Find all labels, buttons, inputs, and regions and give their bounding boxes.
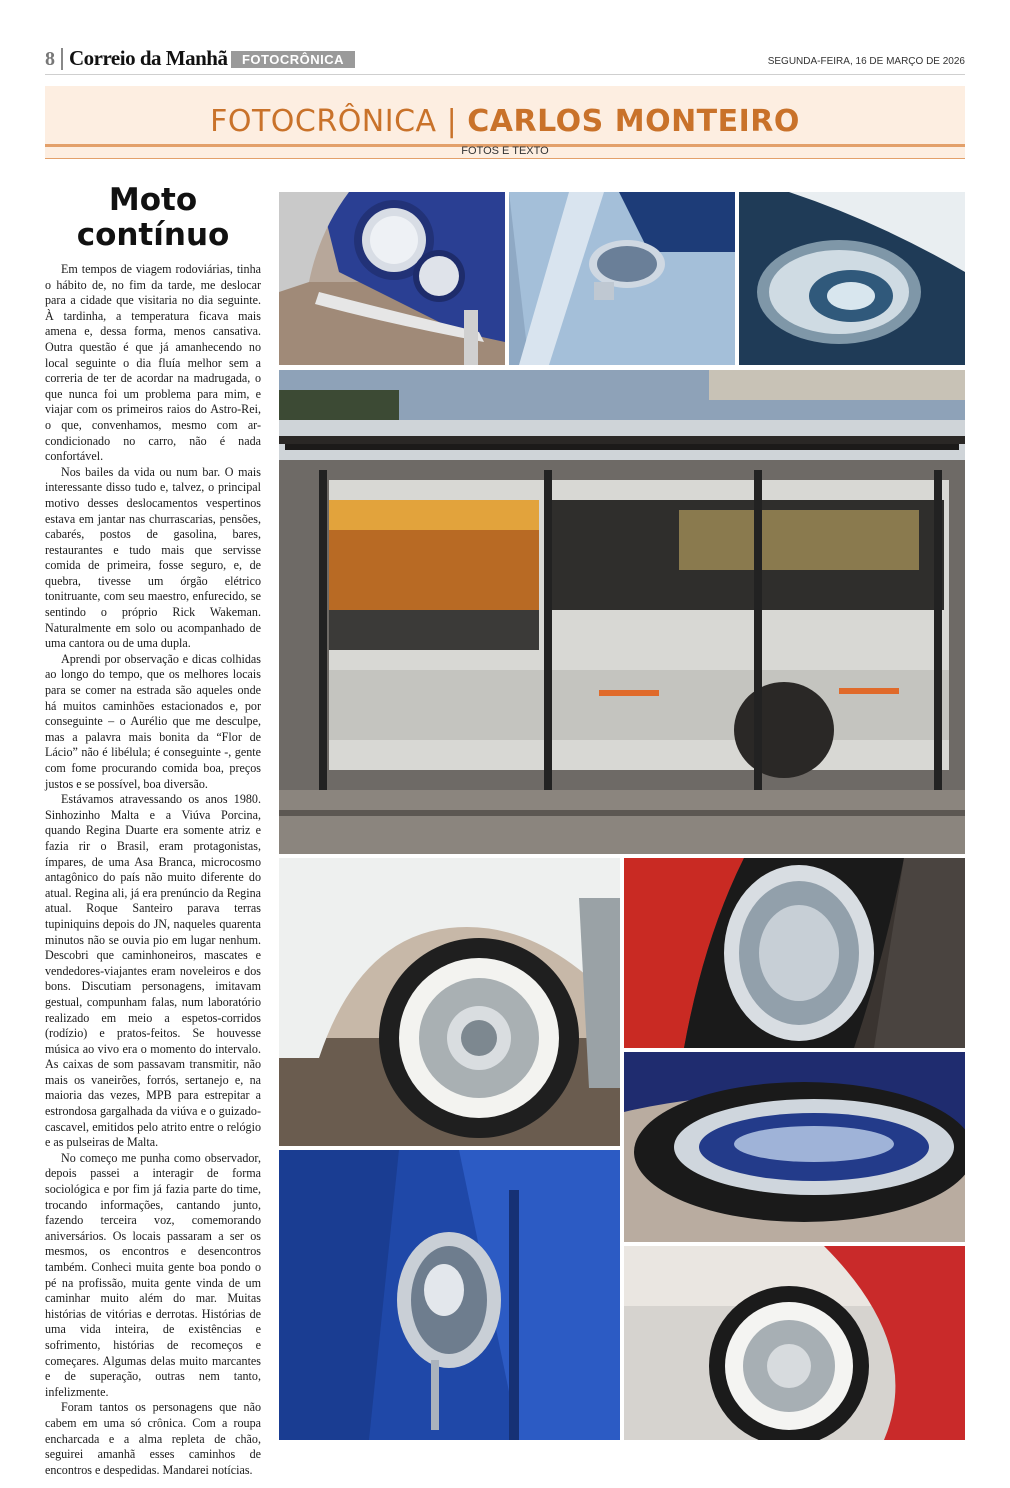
photo-red-hubcap bbox=[624, 858, 965, 1048]
photo-bus-stop bbox=[279, 370, 965, 854]
paragraph: Foram tantos os personagens que não cabem em uma só crônica. Com a roupa encharcada e a alma repleta de chão, seguirei amanhã esses caminhos de encontros e despedidas. Mandarei notícias. bbox=[45, 1400, 261, 1477]
column-subtitle: FOTOS E TEXTO bbox=[461, 145, 549, 157]
column-title bbox=[45, 104, 965, 139]
column-kicker: FOTOCRÔNICA bbox=[210, 104, 437, 139]
issue-date: SEGUNDA-FEIRA, 16 DE MARÇO DE 2026 bbox=[767, 56, 965, 67]
photo-blue-door-mirror bbox=[279, 1150, 620, 1440]
paragraph: Nos bailes da vida ou num bar. O mais interessante disso tudo e, talvez, o principal motivo desses deslocamentos vespertinos estava em jantar nas churrascarias, pensões, cabarés, postos de gasolina, bares, restaurantes e tudo mais que servisse comida de primeira, fosse seguro, e, de quebra, tivesse um órgão elétrico tonitruante, com seu maestro, enfurecido, se sentindo o próprio Rick Wakeman. Naturalmente em solo ou acompanhado de uma cantora ou de uma dupla. bbox=[45, 464, 261, 651]
article-body bbox=[45, 262, 261, 1478]
folio-divider bbox=[61, 48, 63, 70]
headline-line-1: Moto bbox=[108, 182, 198, 218]
paragraph: Aprendi por observação e dicas colhidas ao longo do tempo, que os melhores locais para se comer na estrada são aqueles onde há muitos caminhões estacionados e, por conseguinte – o Aurélio que me desculpe, mas a palavra mais bonita da “Flor de Lácio” não é libélula; é conseguinte -, gente com fome procurando comida boa, preços justos e se possível, boa diversão. bbox=[45, 651, 261, 791]
header-rule-bottom bbox=[45, 158, 965, 159]
paragraph: No começo me punha como observador, depois passei a interagir de forma sociológica e por fim já fazia parte do time, trocando informações, cantando junto, fazendo terceira voz, comemorando aniversários. Os locais passaram a ser os mesmos, os encontros e desencontros também. Conheci muita gente boa pondo o pé na profissão, muita gente vinda de um caminhar muito além do mar. Muitas histórias de vitórias e derrotas. Histórias de uma vida inteira, de existências e sofrimento, histórias de recomeços e começares. Algumas delas muito marcantes e de superação, outras nem tanto, infelizmente. bbox=[45, 1150, 261, 1399]
photo-blue-rim bbox=[624, 1052, 965, 1242]
column-header-band bbox=[45, 86, 965, 144]
article-headline bbox=[45, 183, 261, 253]
photo-red-white-wheel bbox=[624, 1246, 965, 1440]
title-separator: | bbox=[446, 104, 458, 139]
paragraph: Estávamos atravessando os anos 1980. Sinhozinho Malta e a Viúva Porcina, quando Regina Duarte era somente atriz e fazia rir o Brasil, eram protagonistas, ímpares, de uma Asa Branca, microcosmo antagônico do país não muito diferente do atual. Regina ali, já era prenúncio da Regina atual. Roque Santeiro parava terras tupiniquins depois do JN, naqueles quarenta minutos não se ouvia pio em lugar nenhum. Descobri que caminhoneiros, mascates e vendedores-viajantes eram noveleiros e dos bons. Discutiam personagens, imitavam gestual, compunham falas, num laboratório realizado em meio a espetos-corridos (rodízio) e pratos-feitos. Se houvesse música ao vivo era o momento do intervalo. As caixas de som passavam transmitir, não mais os vaneirões, forrós, sertanejo e, na maioria das vezes, MPB para estrepitar a estrondosa gargalhada da viúva e o guizado-cascavel, emitidos pelo atrito entre o relógio e as pulseiras de Malta. bbox=[45, 792, 261, 1150]
section-tag: FOTOCRÔNICA bbox=[231, 51, 355, 68]
folio-rule bbox=[45, 74, 965, 75]
photo-side-mirror bbox=[509, 192, 735, 365]
newspaper-logo: Correio da Manhã bbox=[69, 46, 228, 70]
paragraph: Em tempos de viagem rodoviárias, tinha o hábito de, no fim da tarde, me deslocar para a cidade que visitaria no dia seguinte. À tardinha, a temperatura ficava mais amena e, dessa forma, menos cansativa. Outra questão é que já amanhecendo no local seguinte o dia fluía melhor sem a correria de ter de acordar na madrugada, o que nunca foi um problema para mim, e viajar com os primeiros raios do Astro-Rei, o que, convenhamos, mesmo com ar-condicionado no carro, não é nada confortável. bbox=[45, 262, 261, 464]
column-author: CARLOS MONTEIRO bbox=[467, 104, 800, 139]
page-number: 8 bbox=[45, 48, 55, 70]
page-folio bbox=[45, 46, 965, 72]
photo-chrome-light bbox=[739, 192, 965, 365]
photo-white-wheel bbox=[279, 858, 620, 1146]
photo-headlight bbox=[279, 192, 505, 365]
headline-line-2: contínuo bbox=[76, 217, 230, 253]
